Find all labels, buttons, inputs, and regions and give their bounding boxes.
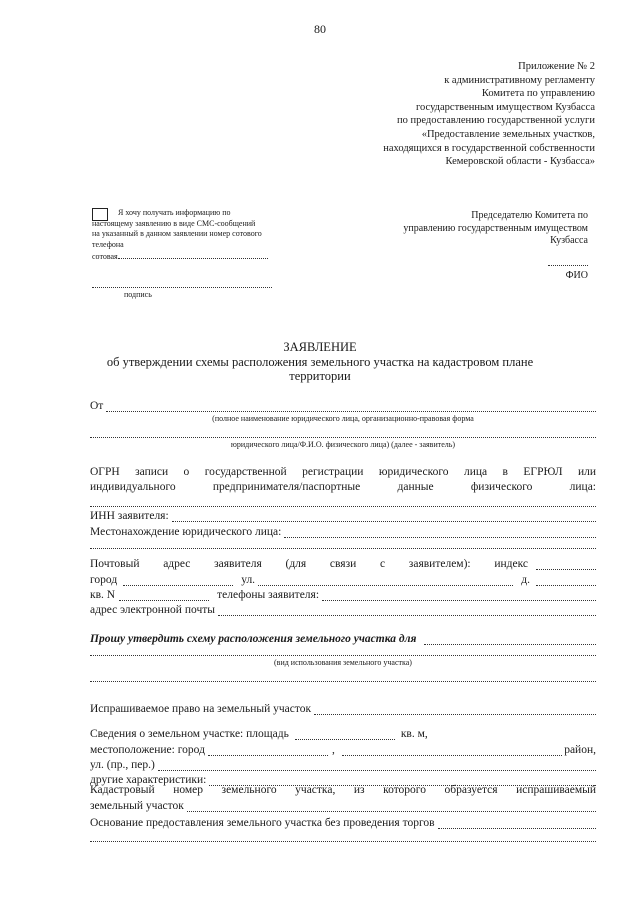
street2-row — [90, 757, 596, 771]
basis-field-2[interactable] — [90, 840, 596, 842]
appendix-line: Комитета по управлению — [481, 88, 595, 100]
location-field[interactable] — [284, 527, 596, 538]
place-row: местоположение: город , район, — [90, 744, 596, 756]
email-field[interactable] — [218, 605, 596, 616]
street-label: ул. — [241, 574, 256, 586]
ogrn-field[interactable] — [90, 505, 596, 507]
basis-field[interactable] — [438, 818, 596, 829]
cadastral-row — [90, 798, 596, 812]
addressee-line: Председателю Комитета по — [471, 210, 588, 221]
area-field[interactable] — [295, 729, 395, 740]
phone-number-field[interactable] — [118, 250, 268, 259]
from-label: От — [90, 400, 104, 412]
ogrn-label: ОГРН записи о государственной регистрации юридического лица в ЕГРЮЛ или — [90, 466, 596, 478]
area-label: Сведения о земельном участке: площадь — [90, 728, 289, 740]
appendix-line: по предоставлению государственной услуги — [397, 115, 595, 127]
basis-label: Основание предоставления земельного участка без проведения торгов — [90, 817, 435, 829]
address-row — [90, 572, 596, 586]
inn-field[interactable] — [172, 511, 596, 522]
district-label: район, — [564, 744, 596, 756]
email-label: адрес электронной почты — [90, 604, 215, 616]
from-field[interactable] — [106, 401, 596, 412]
phones-field[interactable] — [322, 590, 596, 601]
district-field[interactable] — [342, 745, 562, 756]
location-row — [90, 524, 596, 538]
signature-caption: подпись — [124, 290, 152, 299]
apt-label: кв. N — [90, 589, 116, 601]
title-heading: ЗАЯВЛЕНИЕ — [283, 340, 357, 354]
city-label: город — [90, 574, 118, 586]
sms-consent-line: настоящему заявлению в виде СМС-сообщений — [92, 218, 256, 228]
location-label: Местонахождение юридического лица: — [90, 526, 282, 538]
place-city-field[interactable] — [208, 745, 328, 756]
house-label: д. — [521, 574, 530, 586]
appendix-line: Кемеровской области - Кузбасса» — [445, 156, 595, 168]
document-title — [0, 340, 640, 384]
appendix-line: Приложение № 2 — [518, 61, 595, 72]
from-field-2[interactable] — [90, 436, 596, 438]
addressee-fio: ФИО — [565, 270, 588, 281]
signature-field[interactable] — [92, 285, 272, 288]
appendix-line: находящихся в государственной собственности — [383, 142, 595, 154]
location-field-2[interactable] — [90, 547, 596, 549]
cadastral-field[interactable] — [187, 801, 596, 812]
right-label: Испрашиваемое право на земельный участок — [90, 703, 312, 715]
street2-label: ул. (пр., пер.) — [90, 759, 155, 771]
sms-consent-line: телефона — [92, 239, 124, 249]
other-label: другие характеристики: — [90, 774, 207, 786]
city-field[interactable] — [123, 575, 233, 586]
from-caption: (полное наименование юридического лица, организационно-правовая форма — [212, 414, 474, 423]
sms-consent-checkbox[interactable] — [92, 208, 108, 221]
addressee-line: управлению государственным имуществом — [403, 222, 588, 234]
basis-row — [90, 815, 596, 829]
addressee-fio-field[interactable] — [548, 265, 588, 266]
title-subline: территории — [289, 369, 351, 383]
inn-label: ИНН заявителя: — [90, 510, 169, 522]
inn-row — [90, 508, 596, 522]
apt-row — [90, 587, 596, 601]
page-number: 80 — [314, 22, 326, 36]
request-label: Прошу утвердить схему расположения земельного участка для — [90, 633, 417, 645]
postal-row — [90, 556, 596, 570]
appendix-line: «Предоставление земельных участков, — [421, 128, 595, 140]
postal-index-field[interactable] — [536, 559, 596, 570]
street2-field[interactable] — [158, 760, 596, 771]
street-field[interactable] — [258, 575, 513, 586]
phones-label: телефоны заявителя: — [217, 589, 320, 601]
appendix-line: государственным имуществом Кузбасса — [416, 101, 595, 113]
appendix-line: к административному регламенту — [444, 74, 595, 86]
sms-consent-block — [92, 208, 268, 263]
sms-consent-line: сотовая — [92, 252, 118, 261]
appendix-header — [335, 60, 595, 169]
request-row — [90, 631, 596, 645]
cadastral-label: Кадастровый номер земельного участка, из которого образуется испрашиваемый — [90, 784, 596, 796]
right-row — [90, 701, 596, 715]
email-row — [90, 602, 596, 616]
right-field[interactable] — [314, 704, 596, 715]
addressee-line: Кузбасса — [550, 235, 588, 246]
from-row — [90, 398, 596, 412]
ogrn-label: индивидуального предпринимателя/паспортные данные физического лица: — [90, 481, 596, 493]
addressee-block — [368, 210, 588, 283]
from-caption: юридического лица/Ф.И.О. физического лица) (далее - заявитель) — [230, 440, 456, 449]
title-subline: об утверждении схемы расположения земельного участка на кадастровом плане — [106, 354, 534, 369]
cadastral-label: земельный участок — [90, 800, 184, 812]
house-field[interactable] — [536, 575, 596, 586]
area-row — [90, 726, 596, 740]
postal-label: Почтовый адрес заявителя (для связи с заявителем): индекс — [90, 558, 528, 570]
sms-consent-line: Я хочу получать информацию по — [118, 208, 231, 217]
apt-field[interactable] — [119, 590, 209, 601]
place-label: местоположение: город — [90, 744, 205, 756]
sqm-label: кв. м, — [400, 728, 428, 740]
purpose-caption: (вид использования земельного участка) — [274, 658, 412, 667]
purpose-field-2[interactable] — [90, 654, 596, 656]
sms-consent-line: на указанный в данном заявлении номер сотового — [92, 229, 262, 238]
purpose-field-3[interactable] — [90, 680, 596, 682]
request-purpose-field[interactable] — [424, 634, 596, 645]
